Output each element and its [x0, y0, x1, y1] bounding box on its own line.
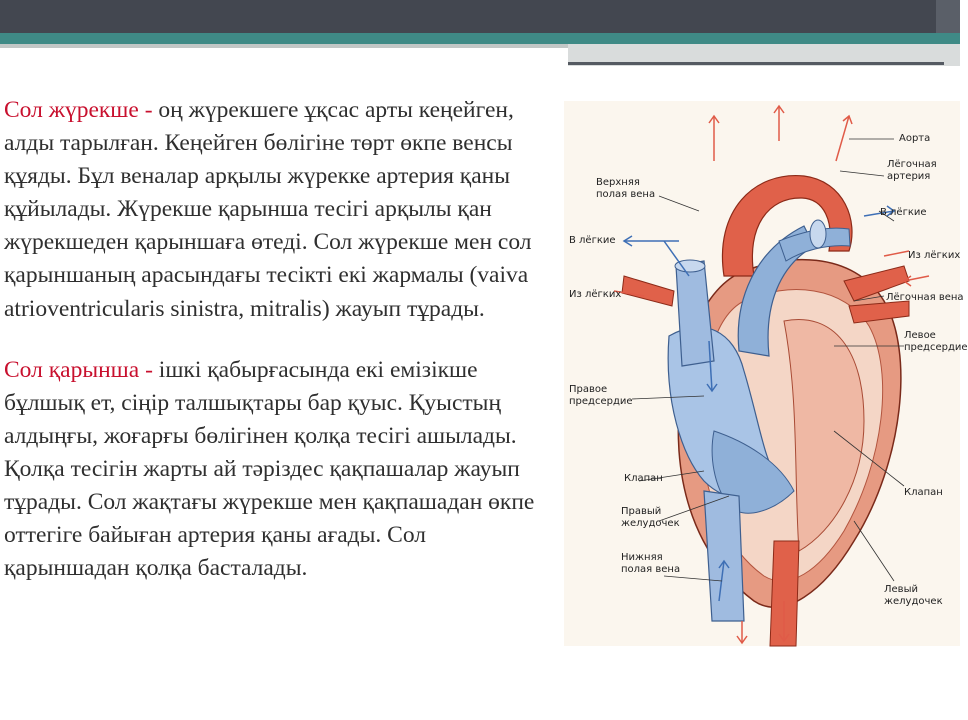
- term-dash: -: [144, 97, 153, 123]
- heart-diagram: [564, 101, 968, 646]
- label-to-lungs-right: В лёгкие: [880, 207, 927, 218]
- label-valve-left: Клапан: [624, 473, 663, 484]
- inferior-vena-cava: [704, 491, 744, 621]
- label-aorta: Аорта: [899, 133, 931, 144]
- label-left-atrium: Левое предсердие: [904, 330, 968, 353]
- top-bar: [0, 0, 960, 33]
- paragraph-left-atrium: [4, 94, 556, 326]
- label-valve-right: Клапан: [904, 487, 943, 498]
- term-dash: -: [145, 356, 153, 383]
- paragraph-left-ventricle-text: ішкі қабырғасында екі емізікше бұлшық ет, сіңір талшықтары бар қуыс. Қуыстың алдыңғы, жоғарғы бөлігінен қолқа тесігі ашылады. Қолқа тесігін жарты ай тәріздес қақпашалар жауып тұрады. Сол жақтағы жүрекше мен қақпашадан өкпе оттегіге байыған артерия қаны ағады. Сол қарыншадан қолқа басталады.: [4, 356, 535, 582]
- label-left-ventricle: Левый желудочек: [884, 584, 943, 607]
- slide-text: [4, 94, 556, 585]
- label-superior-vena-cava: Верхняя полая вена: [596, 177, 656, 200]
- superior-vena-cava: [676, 261, 714, 366]
- label-inferior-vena-cava: Нижняя полая вена: [621, 552, 681, 575]
- top-bar-edge: [936, 0, 960, 33]
- term-left-atrium: Сол жүрекше: [4, 97, 139, 123]
- label-right-ventricle: Правый желудочек: [621, 506, 680, 529]
- header-teal-band: [0, 33, 960, 44]
- label-pulmonary-artery: Лёгочная артерия: [887, 159, 937, 182]
- label-from-lungs-left: Из лёгких: [569, 289, 622, 300]
- label-from-lungs-right: Из лёгких: [908, 250, 961, 261]
- pulmonary-veins-left: [622, 276, 674, 306]
- label-pulmonary-vein: Лёгочная вена: [886, 292, 964, 303]
- header-right-line: [568, 62, 944, 65]
- paragraph-left-atrium-text: оң жүрекшеге ұқсас арты кеңейген, алды тарылған. Кеңейген бөлігіне төрт өкпе венсы құяды. Бұл веналар арқылы жүрекке артерия қаны құйылады. Жүрекше қарынша тесігі арқылы қан жүрекшеден қарыншаға өтеді. Сол жүрекше мен сол қарыншаның арасындағы тесікті екі жармалы (vaiva atrioventricularis sinistra, mitralis) жауып тұрады.: [4, 97, 532, 322]
- label-right-atrium: Правое предсердие: [569, 384, 633, 407]
- header-divider: [0, 44, 568, 48]
- paragraph-left-ventricle: [4, 354, 556, 586]
- term-left-ventricle: Сол қарынша: [4, 356, 140, 383]
- label-to-lungs-left: В лёгкие: [569, 235, 616, 246]
